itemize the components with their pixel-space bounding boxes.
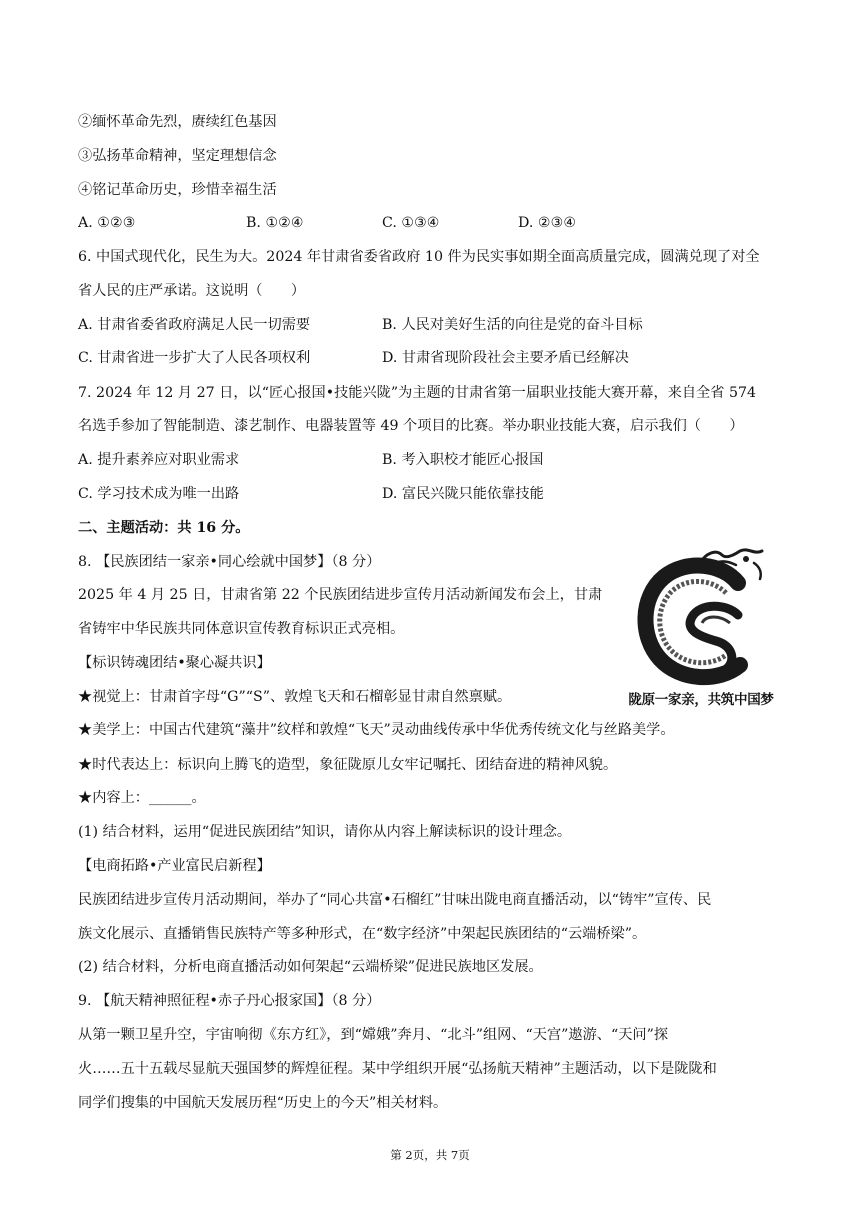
q7-option-d: D. 富民兴陇只能依靠技能	[382, 486, 544, 502]
q8-intro-line-2: 省铸牢中华民族共同体意识宣传教育标识正式亮相。	[78, 621, 405, 637]
q8-paragraph-line-2: 族文化展示、直播销售民族特产等多种形式，在“数字经济”中架起民族团结的“云端桥梁”。	[78, 926, 647, 942]
q5-item-3: ③弘扬革命精神，坚定理想信念	[78, 148, 277, 164]
q6-option-d: D. 甘肃省现阶段社会主要矛盾已经解决	[382, 350, 629, 366]
q8-intro-line-1: 2025 年 4 月 25 日，甘肃省第 22 个民族团结进步宣传月活动新闻发布会上，甘肃	[78, 587, 603, 603]
emblem-caption: 陇原一家亲，共筑中国梦	[628, 692, 774, 708]
q7-option-c: C. 学习技术成为唯一出路	[78, 486, 240, 502]
q8-paragraph-line-1: 民族团结进步宣传月活动期间，举办了“同心共富•石榴红”甘味出陇电商直播活动，以“铸牢”宣传、民	[78, 892, 712, 908]
q6-option-b: B. 人民对美好生活的向往是党的奋斗目标	[382, 317, 643, 333]
q5-item-2: ②缅怀革命先烈，赓续红色基因	[78, 114, 277, 130]
q7-stem-line-1: 7. 2024 年 12 月 27 日，以“匠心报国•技能兴陇”为主题的甘肃省第一届职业技能大赛开幕，来自全省 574	[78, 385, 757, 401]
q8-question-2: (2) 结合材料，分析电商直播活动如何架起“云端桥梁”促进民族地区发展。	[78, 959, 543, 975]
q8-visual-point: ★视觉上：甘肃首字母“G”“S”、敦煌飞天和石榴彰显甘肃自然禀赋。	[78, 689, 512, 705]
q7-option-b: B. 考入职校才能匠心报国	[382, 452, 544, 468]
q7-stem-line-2: 名选手参加了智能制造、漆艺制作、电器装置等 49 个项目的比赛。举办职业技能大赛，启示我们（ ）	[78, 418, 744, 434]
section-2-heading: 二、主题活动：共 16 分。	[78, 520, 250, 536]
q8-aesthetic-point: ★美学上：中国古代建筑“藻井”纹样和敦煌“飞天”灵动曲线传承中华优秀传统文化与丝路美学。	[78, 722, 675, 738]
q5-option-b: B. ①②④	[246, 215, 304, 231]
q9-title: 9. 【航天精神照征程•赤子丹心报家国】（8 分）	[78, 993, 381, 1009]
q9-line-3: 同学们搜集的中国航天发展历程“历史上的今天”相关材料。	[78, 1095, 448, 1111]
q6-stem-line-1: 6. 中国式现代化，民生为大。2024 年甘肃省委省政府 10 件为民实事如期全面高质量完成，圆满兑现了对全	[78, 249, 760, 265]
q8-subheading-ecommerce: 【电商拓路•产业富民启新程】	[78, 858, 271, 874]
q7-option-a: A. 提升素养应对职业需求	[78, 452, 240, 468]
q6-option-c: C. 甘肃省进一步扩大了人民各项权利	[78, 350, 311, 366]
q9-line-2: 火……五十五载尽显航天强国梦的辉煌征程。某中学组织开展“弘扬航天精神”主题活动，以下是陇陇和	[78, 1061, 717, 1077]
q6-option-a: A. 甘肃省委省政府满足人民一切需要	[78, 317, 311, 333]
unity-emblem-figure	[614, 545, 788, 715]
q5-option-a: A. ①②③	[78, 215, 136, 231]
q8-content-point: ★内容上：______。	[78, 790, 206, 806]
q5-option-c: C. ①③④	[382, 215, 440, 231]
q8-era-point: ★时代表达上：标识向上腾飞的造型，象征陇原儿女牢记嘱托、团结奋进的精神风貌。	[78, 757, 618, 773]
q6-stem-line-2: 省人民的庄严承诺。这说明（ ）	[78, 283, 306, 299]
q8-question-1: (1) 结合材料，运用“促进民族团结”知识，请你从内容上解读标识的设计理念。	[78, 824, 572, 840]
q9-line-1: 从第一颗卫星升空，宇宙响彻《东方红》，到“嫦娥”奔月、“北斗”组网、“天宫”遨游、“天问”探	[78, 1027, 669, 1043]
q5-item-4: ④铭记革命历史，珍惜幸福生活	[78, 182, 277, 198]
page-number-footer: 第 2页，共 7页	[390, 1148, 470, 1162]
q5-option-d: D. ②③④	[518, 215, 577, 231]
unity-emblem-logo	[630, 545, 772, 687]
q8-subheading-emblem: 【标识铸魂团结•聚心凝共识】	[78, 655, 271, 671]
q8-title: 8. 【民族团结一家亲•同心绘就中国梦】（8 分）	[78, 554, 381, 570]
